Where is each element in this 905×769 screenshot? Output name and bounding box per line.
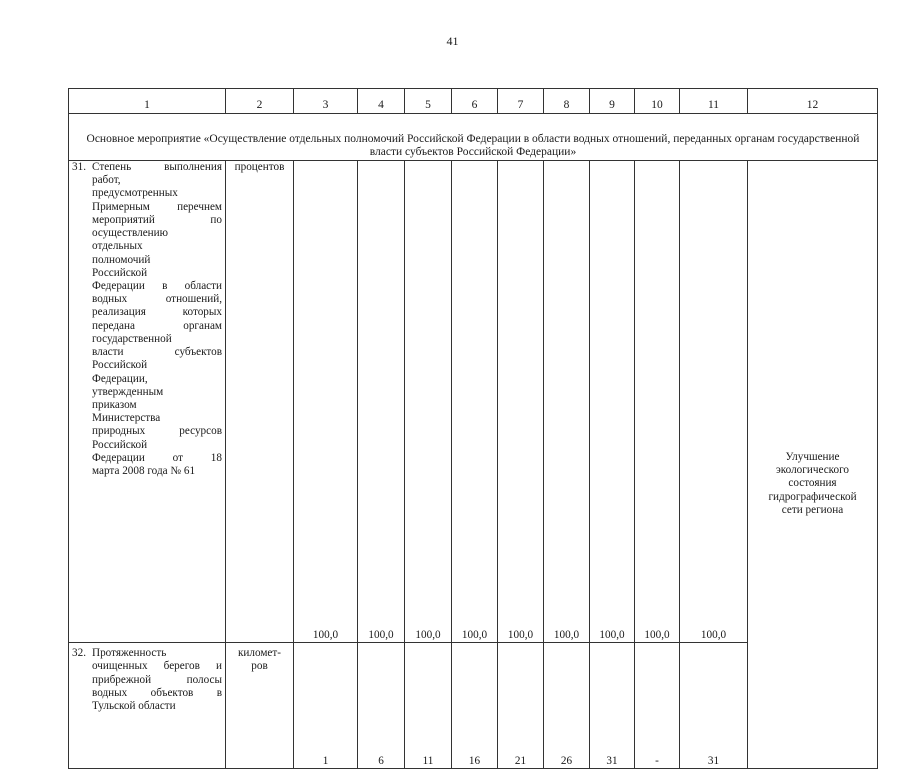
description-line: Министерства [92,412,161,425]
description-line: Протяженность [92,647,167,660]
header-cell: 1 [69,89,226,114]
description-line: водных объектов в [92,686,222,699]
section-title: Основное мероприятие «Осуществление отдельных полномочий Российской Федерации в области водных отношений, переданных органам государственной власти субъектов Российской Федерации» [69,114,878,161]
value-cell: 100,0 [405,161,452,643]
indicators-table [68,88,878,769]
unit-cell: процентов [226,161,294,643]
description-line: Степень выполнения [92,161,222,173]
note-line: гидрографической [768,490,857,503]
header-cell: 10 [635,89,680,114]
page-number: 41 [446,34,459,48]
header-cell: 11 [680,89,748,114]
value-cell: 26 [544,643,590,769]
description-line: Тульской области [92,700,176,713]
description-line: работ, [92,174,121,187]
value-cell: 31 [590,643,635,769]
value-cell: 1 [294,643,358,769]
value-cell: 100,0 [498,161,544,643]
description-line: Российской [92,438,148,451]
description-line: очищенных берегов и [92,660,222,673]
description-line: отдельных [92,240,143,253]
description-line: утвержденным [92,385,164,398]
note-line: состояния [788,477,837,490]
unit-line: ров [251,660,268,673]
header-cell: 9 [590,89,635,114]
value-cell: - [635,643,680,769]
indicator-description [69,643,226,769]
value-cell: 100,0 [680,161,748,643]
note-line: Улучшение [785,451,840,463]
description-line: приказом [92,398,137,411]
value-cell: 100,0 [635,161,680,643]
row-number: 32. [72,647,86,660]
description-line: Федерации от 18 [92,451,222,464]
description-line: прибрежной полосы [92,673,222,686]
value-cell: 100,0 [452,161,498,643]
description-line: Российской [92,359,148,372]
note-line: сети региона [781,503,844,516]
value-cell: 6 [358,643,405,769]
description-line: реализация которых [92,306,222,319]
description-line: Федерации в области [92,279,222,292]
header-cell: 3 [294,89,358,114]
description-line: предусмотренных [92,187,178,200]
value-cell: 11 [405,643,452,769]
value-cell: 16 [452,643,498,769]
description-line: природных ресурсов [92,425,222,438]
value-cell: 100,0 [294,161,358,643]
value-cell: 21 [498,643,544,769]
description-line: Российской [92,266,148,279]
header-row [69,89,878,114]
header-cell: 8 [544,89,590,114]
description-line: Примерным перечнем [92,200,222,213]
value-cell: 100,0 [544,161,590,643]
unit-cell [226,643,294,769]
note-line: экологического [775,464,850,477]
description-line: передана органам [92,319,222,332]
section-row [69,114,878,161]
row-number: 31. [72,161,86,173]
header-cell: 12 [748,89,878,114]
description-line: государственной [92,332,172,345]
description-line: осуществлению [92,227,169,240]
description-line: марта 2008 года № 61 [92,465,196,478]
description-line: мероприятий по [92,213,222,226]
value-cell: 31 [680,643,748,769]
description-line: водных отношений, [92,293,222,306]
header-cell: 4 [358,89,405,114]
header-cell: 6 [452,89,498,114]
table-row [69,161,878,643]
header-cell: 7 [498,89,544,114]
value-cell: 100,0 [358,161,405,643]
description-line: полномочий [92,253,151,266]
header-cell: 5 [405,89,452,114]
value-cell: 100,0 [590,161,635,643]
indicator-description [69,161,226,643]
expected-result-cell [748,161,878,769]
unit-line: километ- [237,647,282,660]
description-line: Федерации, [92,372,148,385]
description-line: власти субъектов [92,346,222,359]
header-cell: 2 [226,89,294,114]
